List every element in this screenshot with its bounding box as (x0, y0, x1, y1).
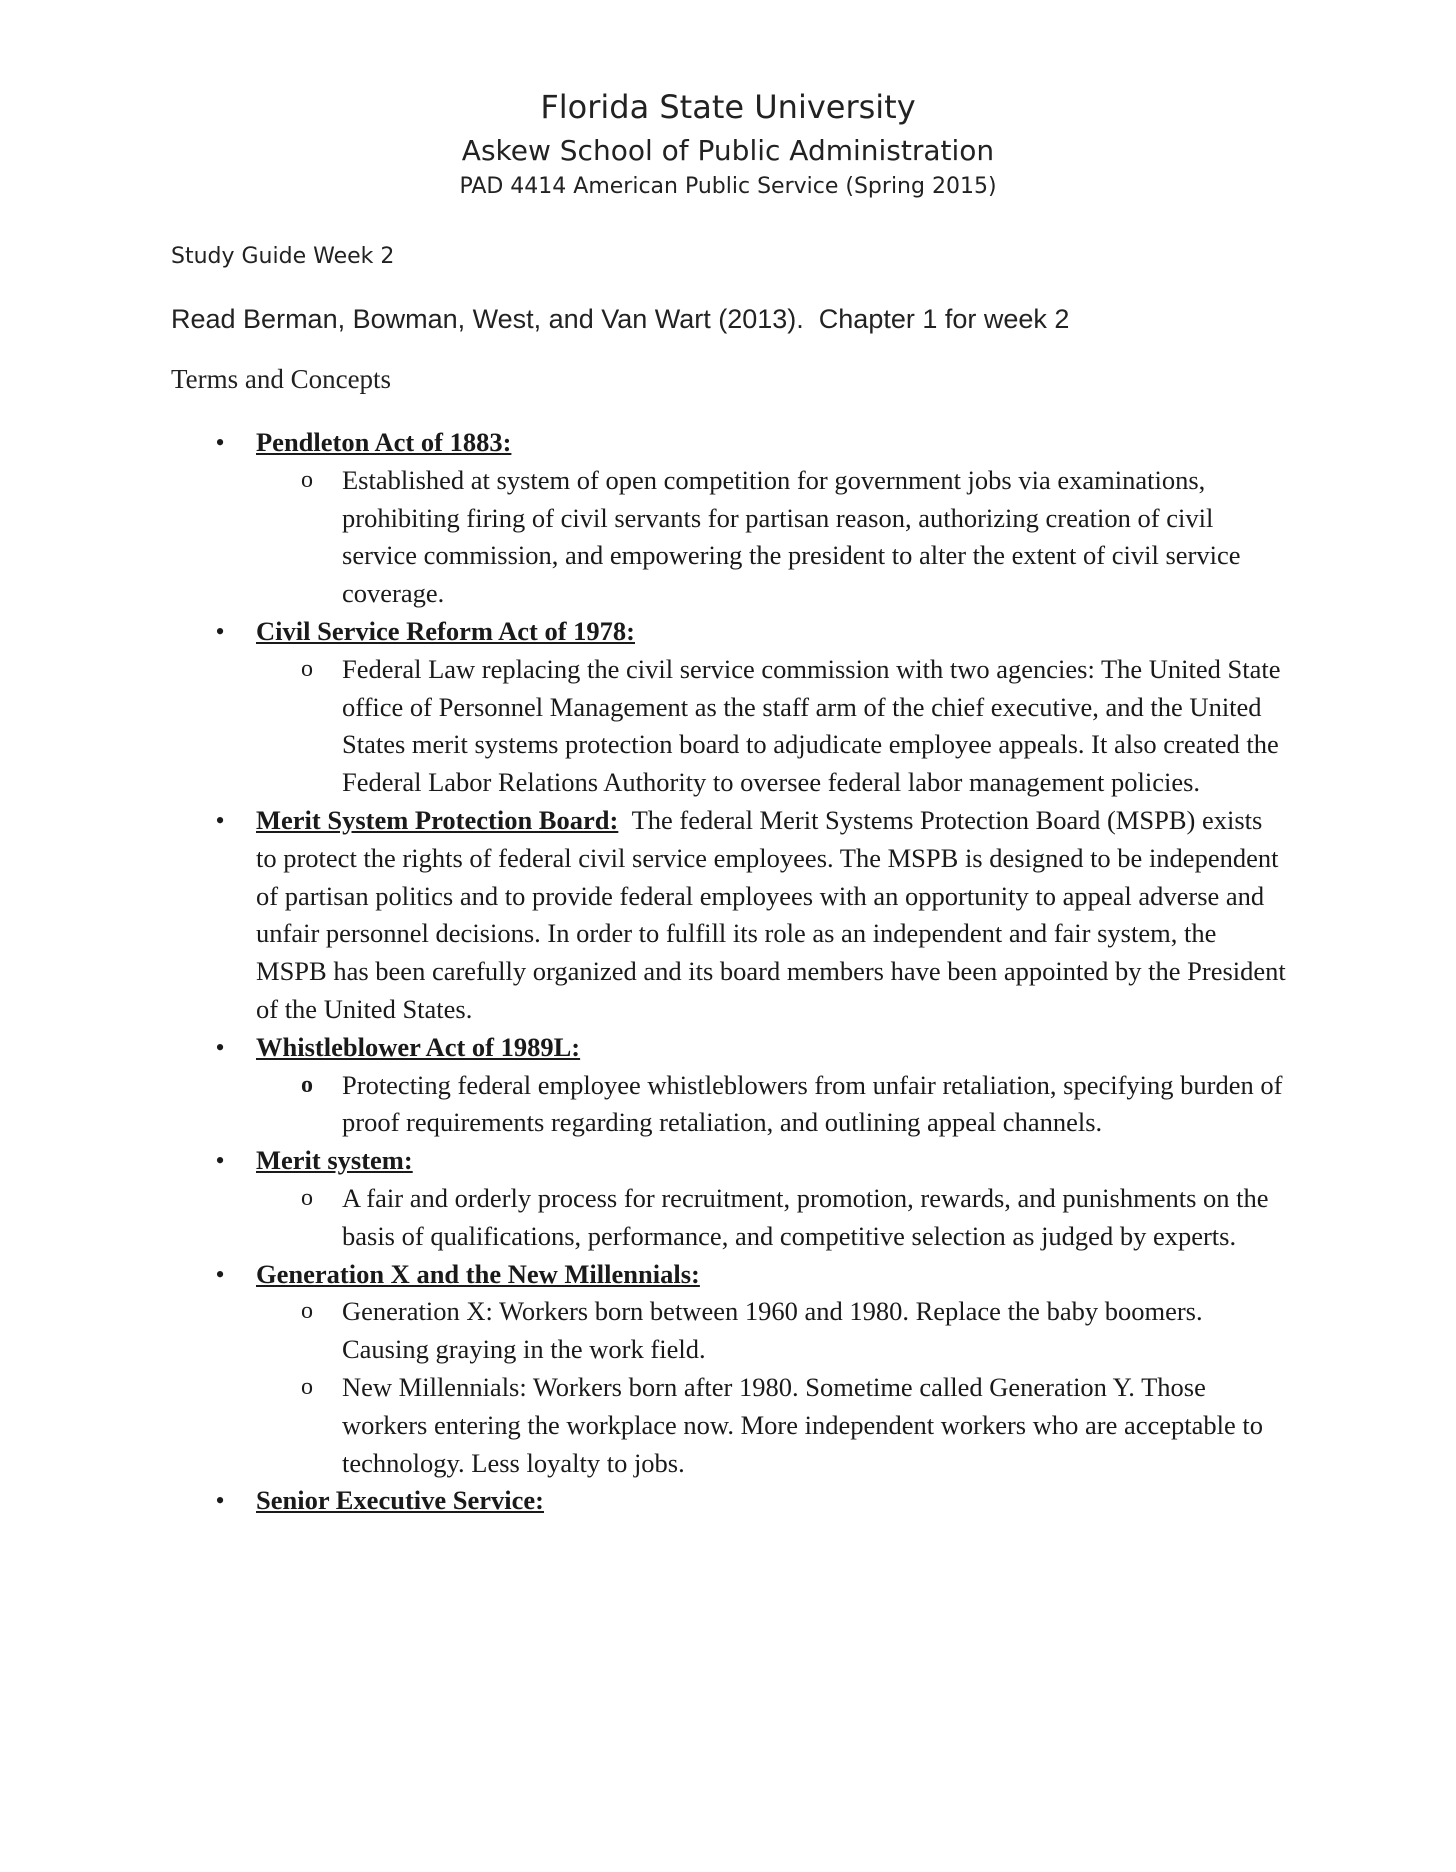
sub-bullet-icon: o (301, 466, 313, 493)
sub-bullet-icon: o (301, 1373, 313, 1400)
term-item-pendleton-act (0, 424, 1286, 613)
term-title: Senior Executive Service: (256, 1485, 544, 1516)
term-title: Civil Service Reform Act of 1978: (256, 615, 635, 646)
term-description-text: Established at system of open competition for government jobs via examinations, prohibiting firing of civil servants for partisan reason, authorizing creation of civil service commission, and empowering the president to alter the extent of civil service coverage. (342, 464, 1241, 609)
term-description (256, 1293, 1288, 1369)
bullet-icon: • (215, 1259, 225, 1289)
term-title: Merit system: (256, 1145, 413, 1176)
term-sublist (256, 1293, 1286, 1482)
sub-bullet-icon: o (301, 1184, 313, 1211)
term-description-text: A fair and orderly process for recruitment, promotion, rewards, and punishments on the basis of qualifications, performance, and competitive selection as judged by experts. (342, 1182, 1269, 1251)
term-item-generation-x (0, 1256, 1286, 1483)
university-title: Florida State University (540, 88, 916, 126)
term-item-merit-system-protection-board (0, 802, 1286, 1029)
term-title: Pendleton Act of 1883: (256, 427, 512, 457)
term-description-text: Generation X: Workers born between 1960 and 1980. Replace the baby boomers. Causing graying in the work field. (342, 1296, 1203, 1365)
sub-bullet-icon: o (301, 1071, 313, 1098)
term-item-civil-service-reform-act (0, 613, 1286, 802)
term-description (256, 1067, 1288, 1143)
term-title: Generation X and the New Millennials: (256, 1258, 700, 1289)
term-sublist (256, 462, 1286, 613)
term-description-text: Federal Law replacing the civil service commission with two agencies: The United State office of Personnel Management as the staff arm of the chief executive, and the United States merit systems protection board to adjudicate employee appeals. It also created the Federal Labor Relations Authority to oversee federal labor management policies. (342, 653, 1281, 798)
bullet-icon: • (215, 805, 225, 835)
term-description (256, 462, 1288, 613)
bullet-icon: • (215, 1486, 225, 1516)
term-item-merit-system (0, 1142, 1286, 1255)
term-inline-description: The federal Merit Systems Protection Board (MSPB) exists to protect the rights of federal civil service employees. The MSPB is designed to be independent of partisan politics and to provide federal employees with an opportunity to appeal adverse and unfair personnel decisions. In order to fulfill its role as an independent and fair system, the MSPB has been carefully organized and its board members have been appointed by the President of the United States. (256, 804, 1286, 1024)
term-title: Merit System Protection Board: (256, 804, 619, 835)
term-description (256, 651, 1288, 802)
study-guide-label: Study Guide Week 2 (171, 244, 395, 269)
term-sublist (256, 1180, 1286, 1256)
bullet-icon: • (215, 428, 225, 457)
term-description (256, 1180, 1288, 1256)
term-description (256, 1369, 1288, 1482)
term-sublist (256, 651, 1286, 802)
terms-list (0, 424, 1456, 1520)
term-title: Whistleblower Act of 1989L: (256, 1031, 581, 1062)
term-sublist (256, 1067, 1286, 1143)
term-item-whistleblower-act (0, 1029, 1286, 1142)
bullet-icon: • (215, 616, 225, 646)
term-description-text: New Millennials: Workers born after 1980. Sometime called Generation Y. Those workers entering the workplace now. More independent workers who are acceptable to technology. Less loyalty to jobs. (342, 1371, 1264, 1478)
reading-assignment: Read Berman, Bowman, West, and Van Wart (2013). Chapter 1 for week 2 (171, 304, 1070, 334)
bullet-icon: • (215, 1032, 225, 1062)
course-title: PAD 4414 American Public Service (Spring 2015) (459, 174, 997, 199)
term-item-senior-executive-service (0, 1482, 1286, 1520)
term-description-text: Protecting federal employee whistleblowers from unfair retaliation, specifying burden of proof requirements regarding retaliation, and outlining appeal channels. (342, 1069, 1283, 1138)
school-title: Askew School of Public Administration (461, 134, 995, 167)
sub-bullet-icon: o (301, 655, 313, 682)
bullet-icon: • (215, 1146, 225, 1176)
sub-bullet-icon: o (301, 1298, 313, 1325)
terms-heading: Terms and Concepts (171, 364, 392, 394)
